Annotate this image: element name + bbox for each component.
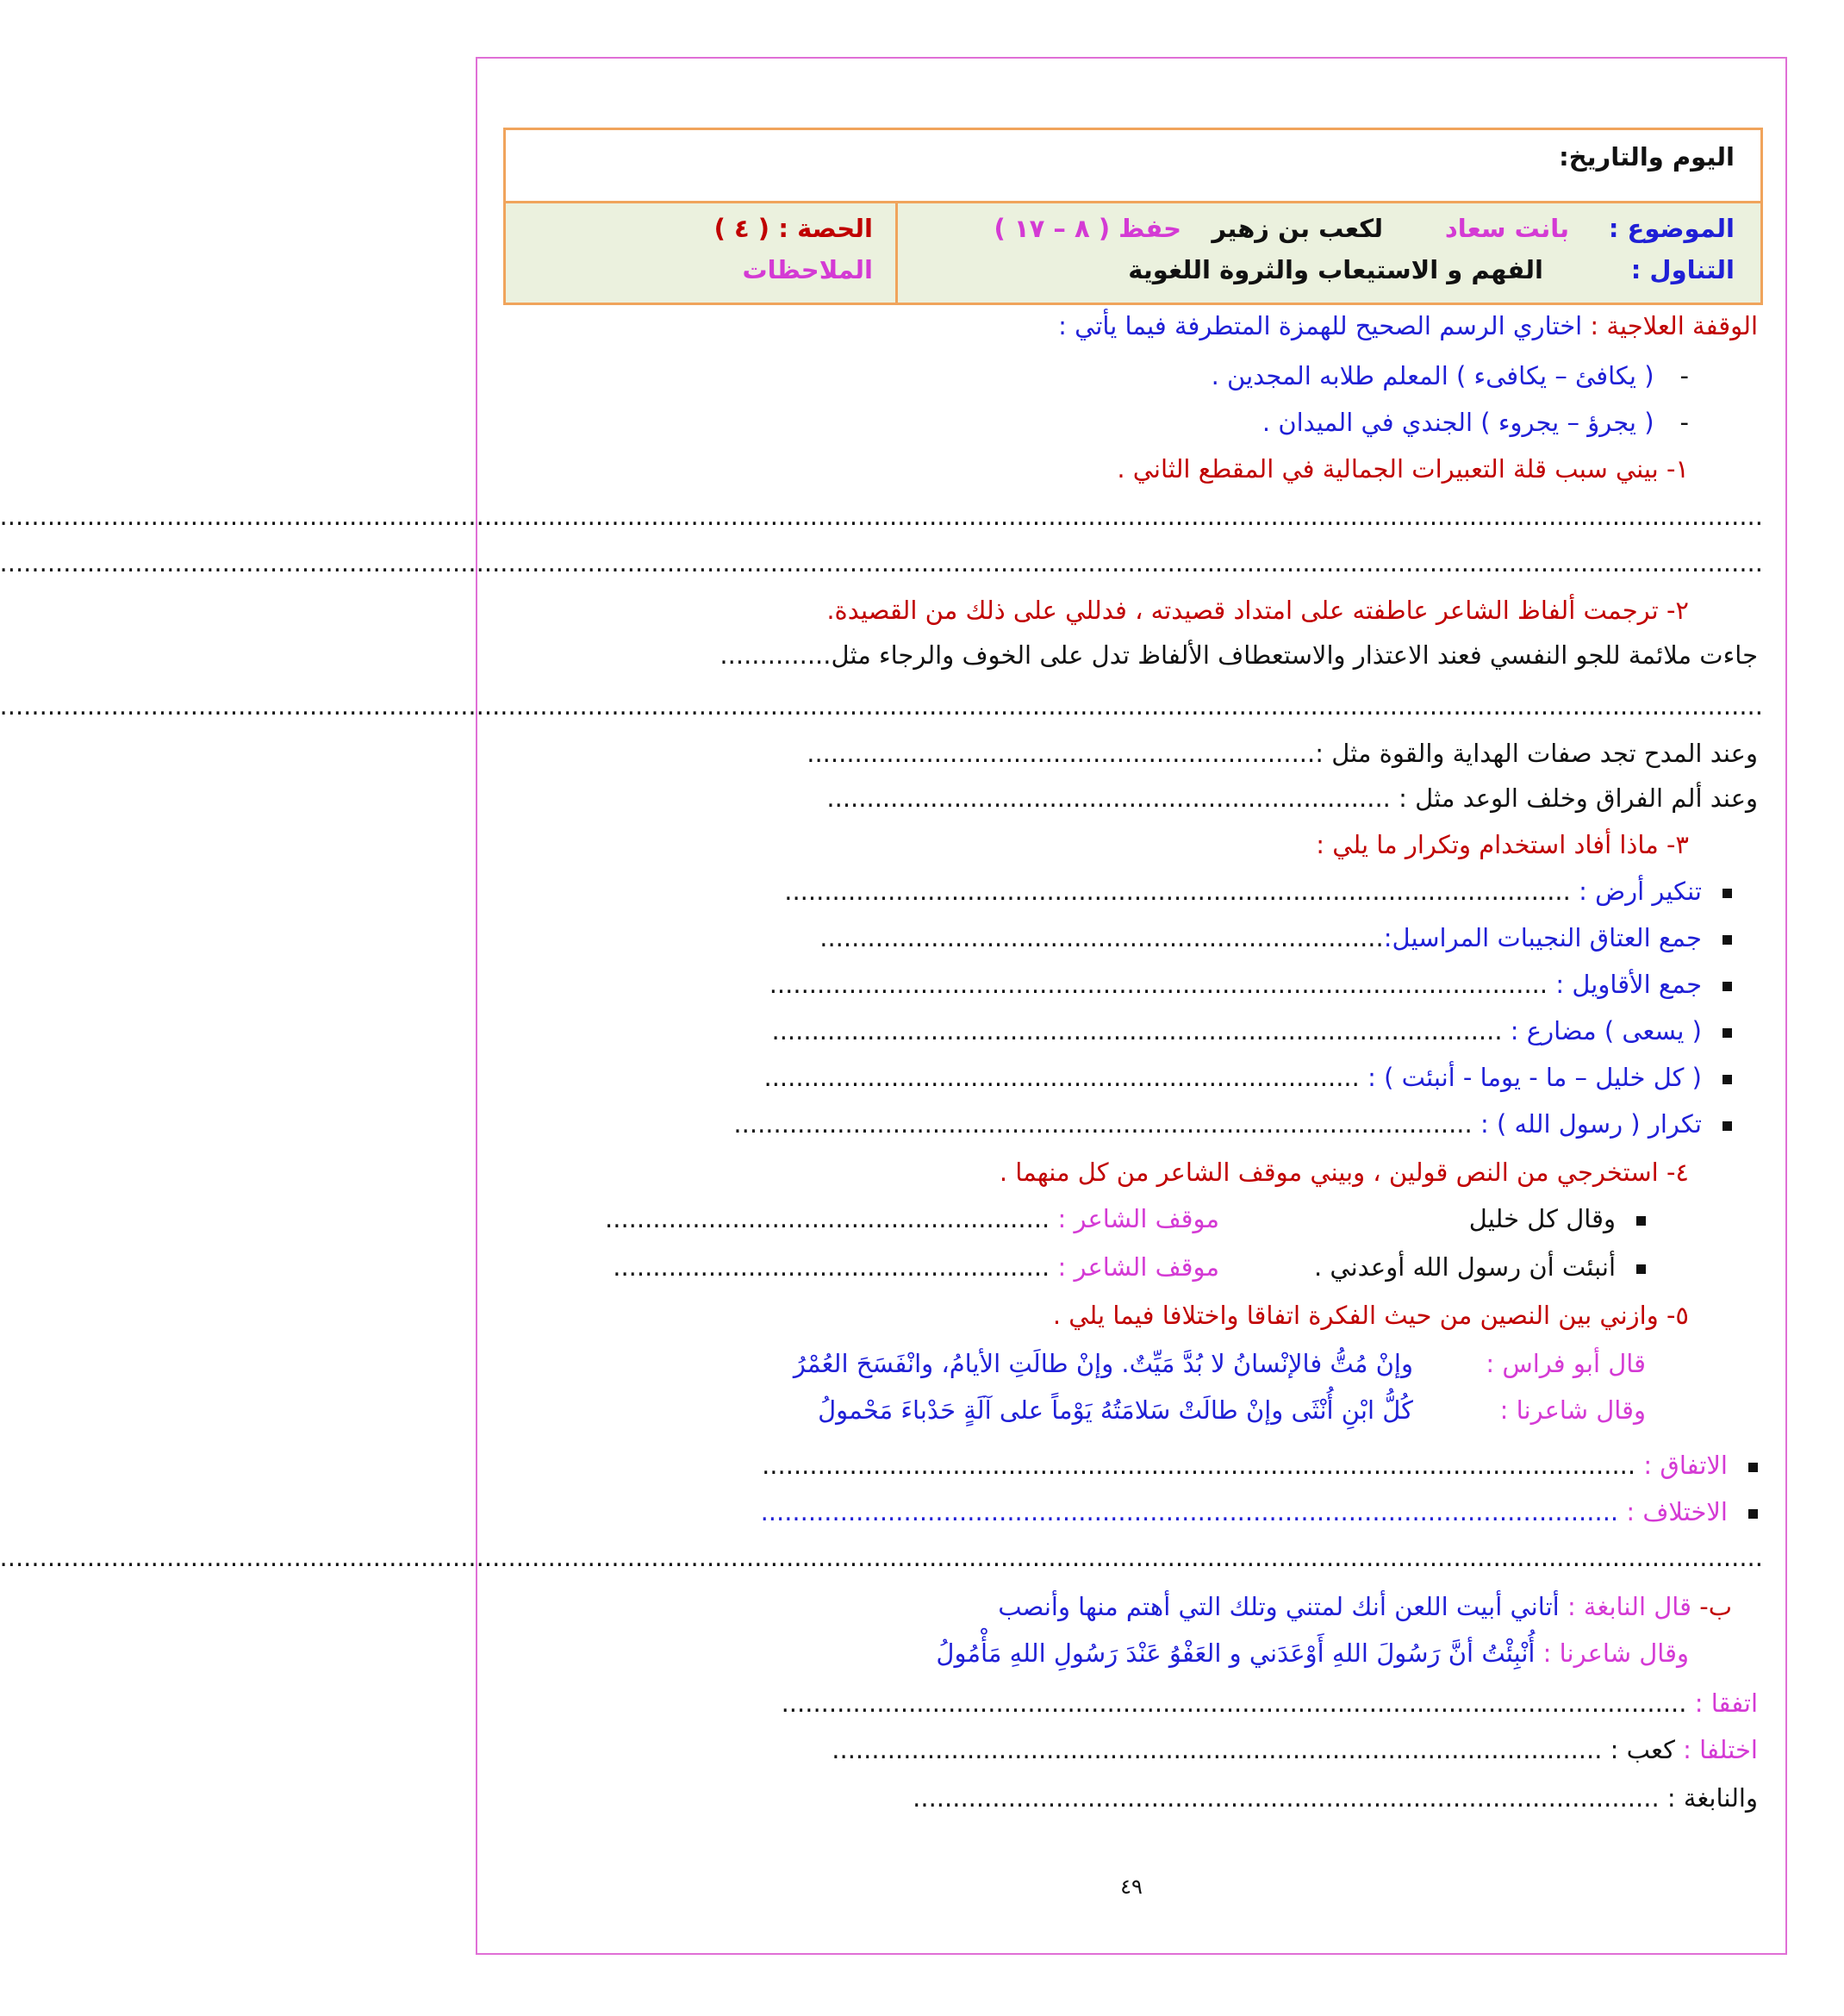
topic-label: الموضوع : (1608, 214, 1735, 243)
question-text: استخرجي من النص قولين ، وبيني موقف الشاعر من كل منهما . (999, 1158, 1659, 1187)
question-text: بيني سبب قلة التعبيرات الجمالية في المقطع الثاني . (1117, 454, 1659, 484)
period-label: الحصة : (778, 214, 873, 243)
bullet-icon (1723, 935, 1732, 945)
date-row (506, 130, 1760, 203)
bullet-icon (1748, 1509, 1758, 1519)
question-3 (1316, 829, 1689, 862)
q3-item (819, 922, 1732, 955)
answer-dots[interactable]: .............................................................................................................. (762, 1451, 1644, 1480)
lesson-info-row (506, 203, 1760, 303)
question-text: وازني بين النصين من حيث الفكرة اتفاقا واختلافا فيما يلي . (1052, 1301, 1659, 1330)
q2-answer-line-2: وعند المدح تجد صفات الهداية والقوة مثل :................................................................ (807, 739, 1758, 768)
question-text: ترجمت ألفاظ الشاعر عاطفته على امتداد قصيدته ، فدللي على ذلك من القصيدة. (826, 596, 1659, 625)
dash-marker: - (1679, 361, 1689, 390)
answer-dots[interactable]: ....................................................................... (819, 923, 1384, 952)
abu-firas-verse: وإنْ مُتُّ فالإنْسانُ لا بُدَّ مَيِّتٌ. وإنْ طالَتِ الأيامُ، وانْفَسَحَ العُمْرُ (793, 1349, 1413, 1378)
question-text: ماذا أفاد استخدام وتكرار ما يلي : (1316, 830, 1659, 859)
column-divider (895, 203, 898, 303)
poet-label: وقال شاعرنا : (1499, 1395, 1646, 1425)
q3-item (769, 969, 1732, 1002)
memorize-range: حفظ ( ٨ – ١٧ ) (994, 214, 1181, 243)
bullet-icon (1636, 1216, 1646, 1226)
bullet-icon (1636, 1264, 1646, 1274)
question-number: ٤- (1666, 1158, 1689, 1187)
scope-value: الفهم و الاستيعاب والثروة اللغوية (1128, 255, 1543, 284)
page-number: ٤٩ (1120, 1875, 1143, 1899)
remedial-item-2 (1262, 407, 1689, 440)
remedial-item-1 (1212, 360, 1689, 393)
nabigha-difference-line (913, 1782, 1758, 1815)
question-number: ١- (1666, 454, 1689, 484)
nabigha-verse: أتاني أبيت اللعن أنك لمتني وتلك التي أهتم منها وأنصب (998, 1592, 1560, 1621)
notes-label: الملاحظات (742, 255, 873, 284)
agreement-label: الاتفاق : (1643, 1451, 1728, 1480)
q3-item (784, 876, 1732, 908)
topic-author: لكعب بن زهير (1212, 214, 1383, 243)
differed-label: اختلفا : (1683, 1735, 1758, 1764)
agreement-line (762, 1450, 1758, 1482)
q4-item (613, 1251, 1646, 1284)
nabigha-verse-line (998, 1591, 1732, 1624)
agreed-label: اتفقا : (1694, 1688, 1758, 1718)
poet-position-label: موقف الشاعر : (1057, 1204, 1219, 1233)
answer-line[interactable]: .............................................................................................................................................................................................................................. (0, 502, 1763, 531)
q3-item-label: جمع الأقاويل : (1555, 970, 1702, 999)
question-4 (1000, 1157, 1689, 1189)
answer-dots[interactable]: ............................................................................................. (733, 1109, 1480, 1139)
question-number: ٣- (1666, 830, 1689, 859)
answer-dots[interactable]: .................................................................................................. (769, 970, 1556, 999)
remedial-instruction: اختاري الرسم الصحيح للهمزة المتطرفة فيما يأتي : (1058, 311, 1583, 340)
question-number: ٢- (1666, 596, 1689, 625)
remedial-title: الوقفة العلاجية : (1590, 311, 1758, 340)
answer-dots[interactable]: ........................................................ (605, 1204, 1058, 1233)
lesson-header (503, 128, 1763, 305)
poet-verse: أُنْبِئْتُ أنَّ رَسُولَ اللهِ أَوْعَدَني و العَفْوُ عَنْدَ رَسُولِ اللهِ مَأْمُولُ (936, 1638, 1536, 1668)
kaab-label: كعب : (1610, 1735, 1675, 1764)
question-5 (1053, 1300, 1689, 1333)
remedial-item-text: ( يكافئ – يكافىء ) المعلم طلابه المجدين . (1211, 361, 1654, 390)
answer-dots[interactable]: ........................................................................... (763, 1063, 1368, 1092)
answer-line[interactable]: .............................................................................................................................................................................................................................. (0, 548, 1763, 577)
q3-item-label: تكرار ( رسول الله ) : (1480, 1109, 1702, 1139)
poet-verse-line-b (936, 1638, 1689, 1670)
agreed-line (782, 1688, 1758, 1720)
bullet-icon (1748, 1463, 1758, 1472)
poet-verse-line (818, 1395, 1646, 1427)
q3-item (733, 1108, 1732, 1141)
answer-dots[interactable]: .................................................................................................................. (781, 1688, 1695, 1718)
topic-title: بانت سعاد (1444, 214, 1569, 243)
answer-dots[interactable]: ....................................................... (613, 1252, 1058, 1282)
differed-line (832, 1734, 1758, 1767)
q3-item (771, 1015, 1732, 1048)
q3-item-label: جمع العتاق النجيبات المراسيل: (1383, 923, 1702, 952)
poet-verse: كُلُّ ابْنِ أُنْثَى وإنْ طالَتْ سَلامَتُهُ يَوْماً على آلَةٍ حَدْباءَ مَحْمولُ (818, 1395, 1413, 1425)
question-number: ٥- (1666, 1301, 1689, 1330)
answer-dots[interactable]: ............................................................................................................ (760, 1497, 1627, 1526)
poet-label: وقال شاعرنا : (1542, 1638, 1689, 1668)
q2-answer-line-1: جاءت ملائمة للجو النفسي فعند الاعتذار والاستعطاف الألفاظ تدل على الخوف والرجاء مثل.............. (720, 640, 1758, 670)
nabigha-diff-label: والنابغة : (1666, 1783, 1758, 1813)
abu-firas-label: قال أبو فراس : (1486, 1349, 1646, 1378)
nabigha-label: قال النابغة : (1567, 1592, 1692, 1621)
scope-label: التناول : (1630, 255, 1735, 284)
answer-dots[interactable]: .............................................................................................. (913, 1783, 1667, 1813)
difference-line (761, 1496, 1758, 1529)
bullet-icon (1723, 1121, 1732, 1131)
bullet-icon (1723, 889, 1732, 898)
question-2 (826, 595, 1689, 627)
q4-item (605, 1203, 1646, 1236)
poet-position-label: موقف الشاعر : (1057, 1252, 1219, 1282)
answer-line[interactable]: .............................................................................................................................................................................................................................. (0, 691, 1763, 721)
answer-line[interactable]: .............................................................................................................................................................................................................................. (0, 1543, 1763, 1572)
question-1 (1117, 453, 1689, 486)
q2-answer-line-3: وعند ألم الفراق وخلف الوعد مثل : ....................................................................... (826, 783, 1758, 813)
bullet-icon (1723, 1075, 1732, 1084)
q4-quote: أنبئت أن رسول الله أوعدني . (1314, 1252, 1616, 1282)
part-b-number: ب- (1699, 1592, 1732, 1621)
bullet-icon (1723, 1028, 1732, 1038)
answer-dots[interactable]: ................................................................................................... (784, 877, 1579, 906)
remedial-line (1058, 310, 1758, 343)
dash-marker: - (1679, 408, 1689, 437)
date-label: اليوم والتاريخ: (1559, 142, 1735, 172)
q4-quote: وقال كل خليل (1468, 1204, 1616, 1233)
remedial-item-text: ( يجرؤ – يجروء ) الجندي في الميدان . (1262, 408, 1654, 437)
q3-item-label: ( كل خليل – ما - يوما - أنبئت ) : (1367, 1063, 1702, 1092)
answer-dots[interactable]: ............................................................................................ (771, 1016, 1511, 1045)
period-value: ( ٤ ) (713, 214, 769, 243)
abu-firas-verse-line (794, 1348, 1646, 1381)
q3-item (763, 1062, 1732, 1095)
difference-label: الاختلاف : (1626, 1497, 1728, 1526)
q3-item-label: ( يسعى ) مضارع : (1510, 1016, 1702, 1045)
bullet-icon (1723, 982, 1732, 991)
q3-item-label: تنكير أرض : (1579, 877, 1702, 906)
answer-dots[interactable]: ................................................................................................. (832, 1735, 1610, 1764)
